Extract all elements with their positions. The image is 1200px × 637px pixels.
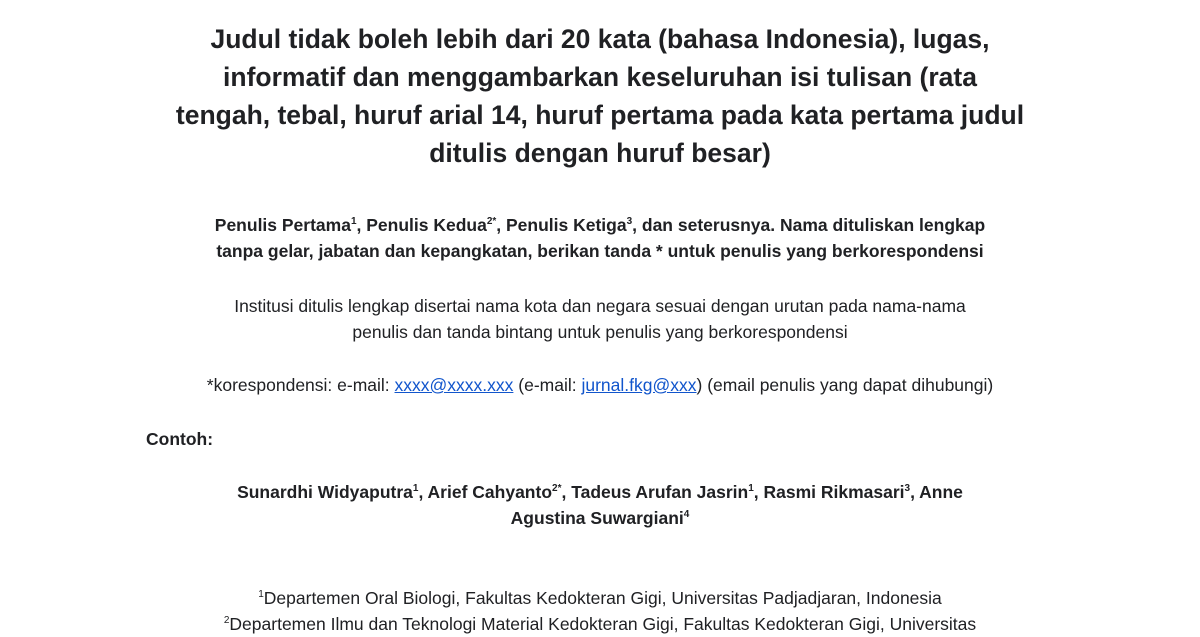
title-line: informatif dan menggambarkan keseluruhan isi tulisan (rata	[223, 62, 977, 92]
institution-line: penulis dan tanda bintang untuk penulis yang berkorespondensi	[352, 322, 848, 342]
example-author-name: , Rasmi Rikmasari	[753, 482, 905, 502]
correspondence-prefix: *korespondensi: e-mail:	[206, 375, 395, 395]
title-line: Judul tidak boleh lebih dari 20 kata (bahasa Indonesia), lugas,	[210, 24, 990, 54]
author-list	[100, 212, 1100, 264]
example-author-name: , Arief Cahyanto	[418, 482, 553, 502]
example-author-name: , Tadeus Arufan Jasrin	[561, 482, 749, 502]
title-line: ditulis dengan huruf besar)	[429, 138, 771, 168]
institution-note	[100, 293, 1100, 345]
example-heading: Contoh:	[146, 429, 214, 449]
affiliation-line	[100, 611, 1100, 637]
correspondence-line	[100, 372, 1100, 398]
author-note-line: tanpa gelar, jabatan dan kepangkatan, berikan tanda * untuk penulis yang berkorespondensi	[216, 241, 984, 261]
affiliation-text: Departemen Ilmu dan Teknologi Material Kedokteran Gigi, Fakultas Kedokteran Gigi, Universitas	[229, 614, 977, 634]
affiliation-text: Departemen Oral Biologi, Fakultas Kedokteran Gigi, Universitas Padjadjaran, Indonesia	[263, 588, 942, 608]
affiliation-line	[100, 585, 1100, 611]
author-superscript: 2*	[486, 216, 497, 227]
example-author-superscript: 2*	[552, 483, 562, 494]
author-name: , Penulis Ketiga	[496, 215, 627, 235]
example-author-name: Agustina Suwargiani	[510, 508, 684, 528]
example-author-superscript: 1	[412, 483, 419, 494]
author-superscript: 1	[350, 216, 357, 227]
affiliation-superscript: 1	[258, 589, 264, 600]
example-author-superscript: 3	[904, 483, 911, 494]
author-name: Penulis Pertama	[214, 215, 351, 235]
author-superscript: 3	[626, 216, 633, 227]
document-title	[140, 20, 1060, 172]
institution-line: Institusi ditulis lengkap disertai nama kota dan negara sesuai dengan urutan pada nama-nama	[234, 296, 966, 316]
example-author-line	[100, 479, 1100, 505]
correspondence-middle: (e-mail:	[513, 375, 582, 395]
example-author-superscript: 4	[683, 509, 690, 520]
example-author-superscript: 1	[748, 483, 754, 494]
author-line	[100, 212, 1100, 238]
email-link-primary[interactable]: xxxx@xxxx.xxx	[394, 375, 514, 395]
correspondence-suffix: ) (email penulis yang dapat dihubungi)	[696, 375, 994, 395]
example-author-name: , Anne	[910, 482, 963, 502]
example-author-line	[100, 505, 1100, 531]
author-note: , dan seterusnya. Nama dituliskan lengkap	[632, 215, 986, 235]
title-line: tengah, tebal, huruf arial 14, huruf pertama pada kata pertama judul	[175, 100, 1025, 130]
author-name: , Penulis Kedua	[356, 215, 487, 235]
example-affiliations	[100, 585, 1100, 637]
email-link-journal[interactable]: jurnal.fkg@xxx	[581, 375, 697, 395]
example-author-name: Sunardhi Widyaputra	[237, 482, 413, 502]
example-author-list	[100, 479, 1100, 531]
affiliation-superscript: 2	[223, 615, 230, 626]
